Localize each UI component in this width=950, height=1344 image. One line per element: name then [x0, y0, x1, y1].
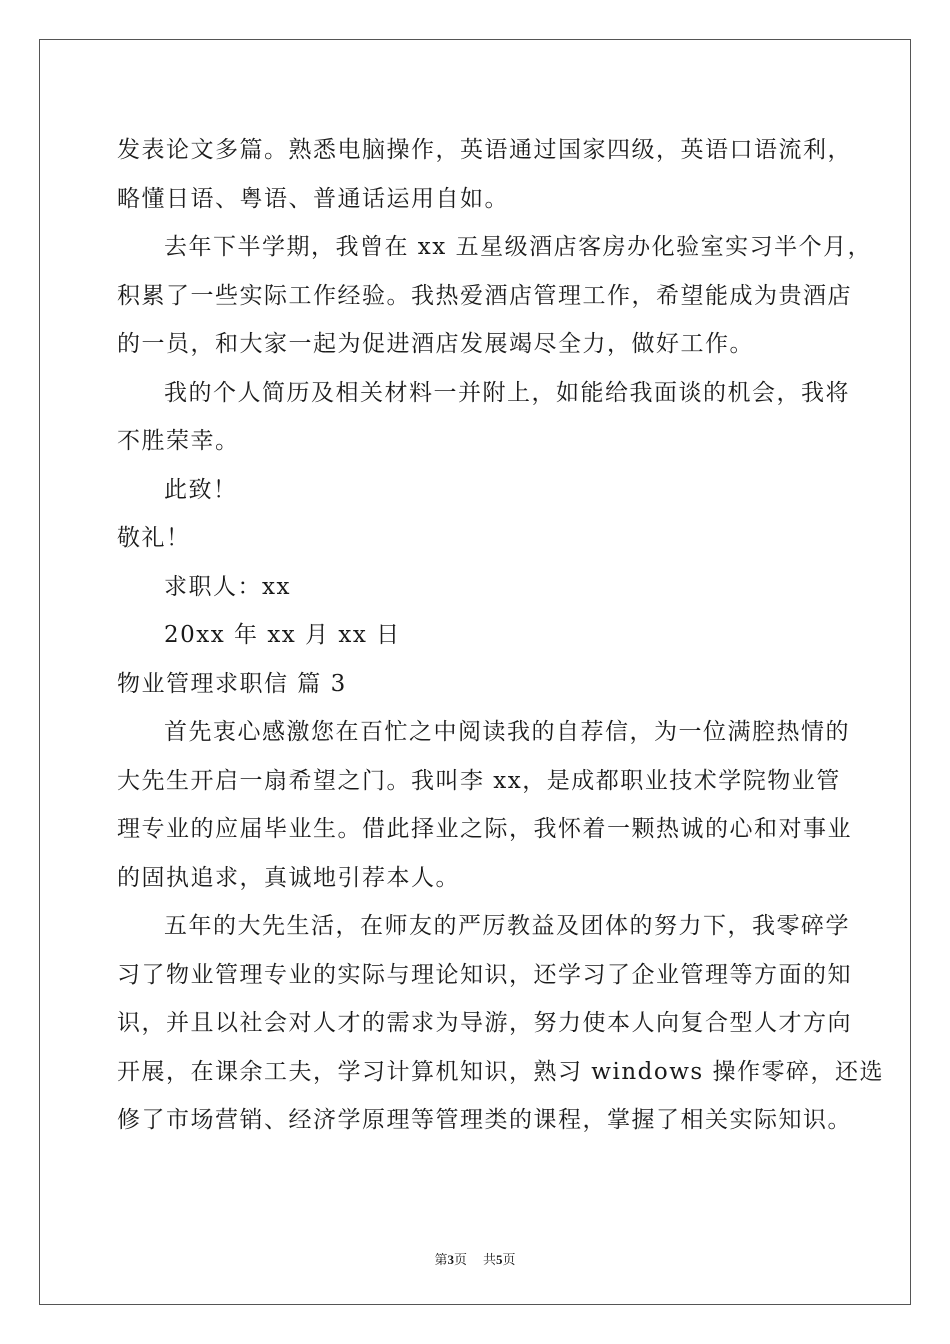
page-prefix: 第	[434, 1253, 448, 1268]
paragraph-start: 我的个人简历及相关材料一并附上，如能给我面谈的机会，我将	[164, 379, 850, 406]
signature-date: 20xx 年 xx 月 xx 日	[164, 622, 401, 648]
total-prefix: 共	[483, 1253, 497, 1268]
paragraph-start: 首先衷心感激您在百忙之中阅读我的自荐信，为一位满腔热情的	[164, 719, 850, 745]
paragraph-start: 五年的大先生活，在师友的严厉教益及团体的努力下，我零碎学	[164, 913, 850, 939]
body-line: 大先生开启一扇希望之门。我叫李 xx，是成都职业技术学院物业管	[117, 767, 841, 794]
page-number: 3	[447, 1252, 454, 1267]
body-line: 识，并且以社会对人才的需求为导游，努力使本人向复合型人才方向	[117, 1010, 852, 1036]
page-suffix: 页	[453, 1253, 467, 1268]
body-line: 的固执追求，真诚地引荐本人。	[117, 864, 460, 891]
total-suffix: 页	[502, 1253, 516, 1268]
body-line: 积累了一些实际工作经验。我热爱酒店管理工作，希望能成为贵酒店	[117, 282, 852, 309]
body-line: 开展，在课余工夫，学习计算机知识，熟习 windows 操作零碎，还选	[117, 1058, 885, 1085]
document-body	[117, 126, 885, 1145]
body-line: 不胜荣幸。	[117, 428, 240, 454]
body-line: 略懂日语、粤语、普通话运用自如。	[117, 185, 509, 212]
body-line: 发表论文多篇。熟悉电脑操作，英语通过国家四级，英语口语流利，	[117, 137, 852, 163]
total-pages: 5	[496, 1252, 503, 1267]
body-line: 修了市场营销、经济学原理等管理类的课程，掌握了相关实际知识。	[117, 1107, 852, 1133]
body-line: 习了物业管理专业的实际与理论知识，还学习了企业管理等方面的知	[117, 961, 852, 988]
body-line: 的一员，和大家一起为促进酒店发展竭尽全力，做好工作。	[117, 331, 754, 357]
closing-phrase: 此致！	[164, 476, 238, 503]
page-footer	[0, 1249, 950, 1268]
section-title: 物业管理求职信 篇 3	[117, 670, 347, 697]
paragraph-start: 去年下半学期，我曾在 xx 五星级酒店客房办化验室实习半个月，	[164, 234, 873, 260]
body-line: 理专业的应届毕业生。借此择业之际，我怀着一颗热诚的心和对事业	[117, 816, 852, 842]
salutation: 敬礼！	[117, 525, 191, 551]
signature-name: 求职人：xx	[164, 573, 291, 600]
